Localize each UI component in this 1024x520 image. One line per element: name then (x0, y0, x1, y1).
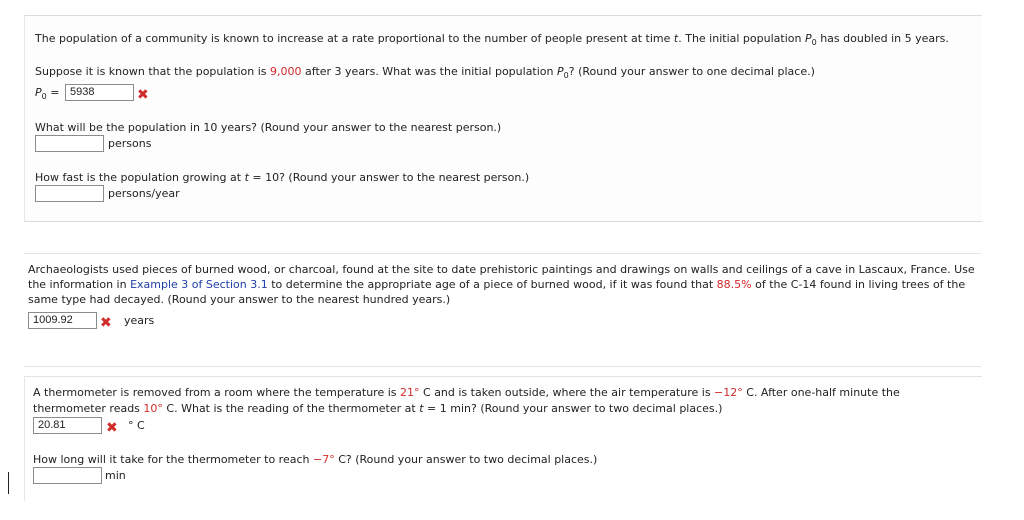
incorrect-icon: ✖ (137, 87, 149, 103)
part1-text: ? (Round your answer to one decimal place.) (568, 65, 815, 78)
thermometer-question (33, 385, 973, 417)
part1-question (35, 64, 815, 79)
room-temperature: 21° (400, 386, 420, 399)
equals-sign: = (50, 86, 60, 99)
carbon-dating-question (28, 262, 978, 307)
intro-text: has doubled in 5 years. (816, 32, 949, 45)
p0-subscript: 0 (41, 92, 47, 101)
part3-t-var: t (244, 171, 249, 184)
intro-text: . The initial population (678, 32, 805, 45)
part2-question (33, 452, 597, 467)
part1-p-subscript: 0 (563, 71, 569, 80)
intro-p-var: P (804, 32, 812, 45)
question-text: C and is taken outside, where the air temperature is (419, 386, 715, 399)
text-cursor (8, 472, 9, 494)
min-unit: min (105, 469, 126, 482)
question-text: C? (Round your answer to two decimal places.) (334, 453, 598, 466)
t-var: t (419, 402, 424, 415)
target-temperature: −7° (312, 453, 335, 466)
population-value: 9,000 (270, 65, 302, 78)
question-text: to determine the appropriate age of a piece of burned wood, if it was found that (267, 278, 717, 291)
part1-text: after 3 years. What was the initial population (301, 65, 557, 78)
problem-carbon-dating (24, 253, 981, 367)
time-to-reach-input[interactable] (33, 467, 102, 484)
persons-unit: persons (108, 137, 152, 150)
problem-thermometer (24, 376, 982, 501)
question-text: C. After one-half minute the thermometer reads (33, 386, 900, 415)
intro-t-var: t (673, 32, 679, 45)
question-text: Archaeologists used pieces of burned wood, or charcoal, found at the site to date prehistoric paintings and drawings on walls and ceilings of a cave in Lascaux, France. Use the information in (28, 263, 975, 291)
part1-text: Suppose it is known that the population is (35, 65, 271, 78)
question-text: C. What is the reading of the thermometer at (162, 402, 420, 415)
initial-population-input[interactable]: 5938 (65, 84, 134, 101)
question-text: How long will it take for the thermometer to reach (33, 453, 313, 466)
part3-question (35, 170, 529, 185)
decay-percent: 88.5% (716, 278, 752, 291)
incorrect-icon: ✖ (106, 420, 118, 436)
problem-population (24, 15, 982, 222)
years-unit: years (124, 314, 155, 327)
persons-per-year-unit: persons/year (108, 187, 180, 200)
part3-text: = 10? (Round your answer to the nearest person.) (248, 171, 530, 184)
question-text: = 1 min? (Round your answer to two decimal places.) (423, 402, 723, 415)
incorrect-icon: ✖ (100, 315, 112, 331)
question-text: of the C-14 found in living trees of the same type had decayed. (Round your answer to the nearest hundred years.) (28, 278, 966, 306)
celsius-unit: ° C (128, 419, 145, 432)
air-temperature: −12° (714, 386, 743, 399)
population-intro (35, 31, 949, 46)
part1-p-var: P (557, 65, 564, 78)
question-text: A thermometer is removed from a room where the temperature is (33, 386, 401, 399)
intro-text: The population of a community is known to increase at a rate proportional to the number of people present at time (35, 32, 674, 45)
half-minute-reading: 10° (143, 402, 163, 415)
reading-at-1-min-input[interactable]: 20.81 (33, 417, 102, 434)
p0-var: P (35, 86, 42, 99)
p0-label (35, 85, 59, 100)
part3-text: How fast is the population growing at (35, 171, 245, 184)
intro-p-subscript: 0 (811, 38, 817, 47)
growth-rate-input[interactable] (35, 185, 104, 202)
part2-question: What will be the population in 10 years? (Round your answer to the nearest person.) (35, 121, 502, 134)
example-link[interactable]: Example 3 of Section 3.1 (130, 278, 268, 291)
population-10-years-input[interactable] (35, 135, 104, 152)
age-input[interactable]: 1009.92 (28, 312, 97, 329)
